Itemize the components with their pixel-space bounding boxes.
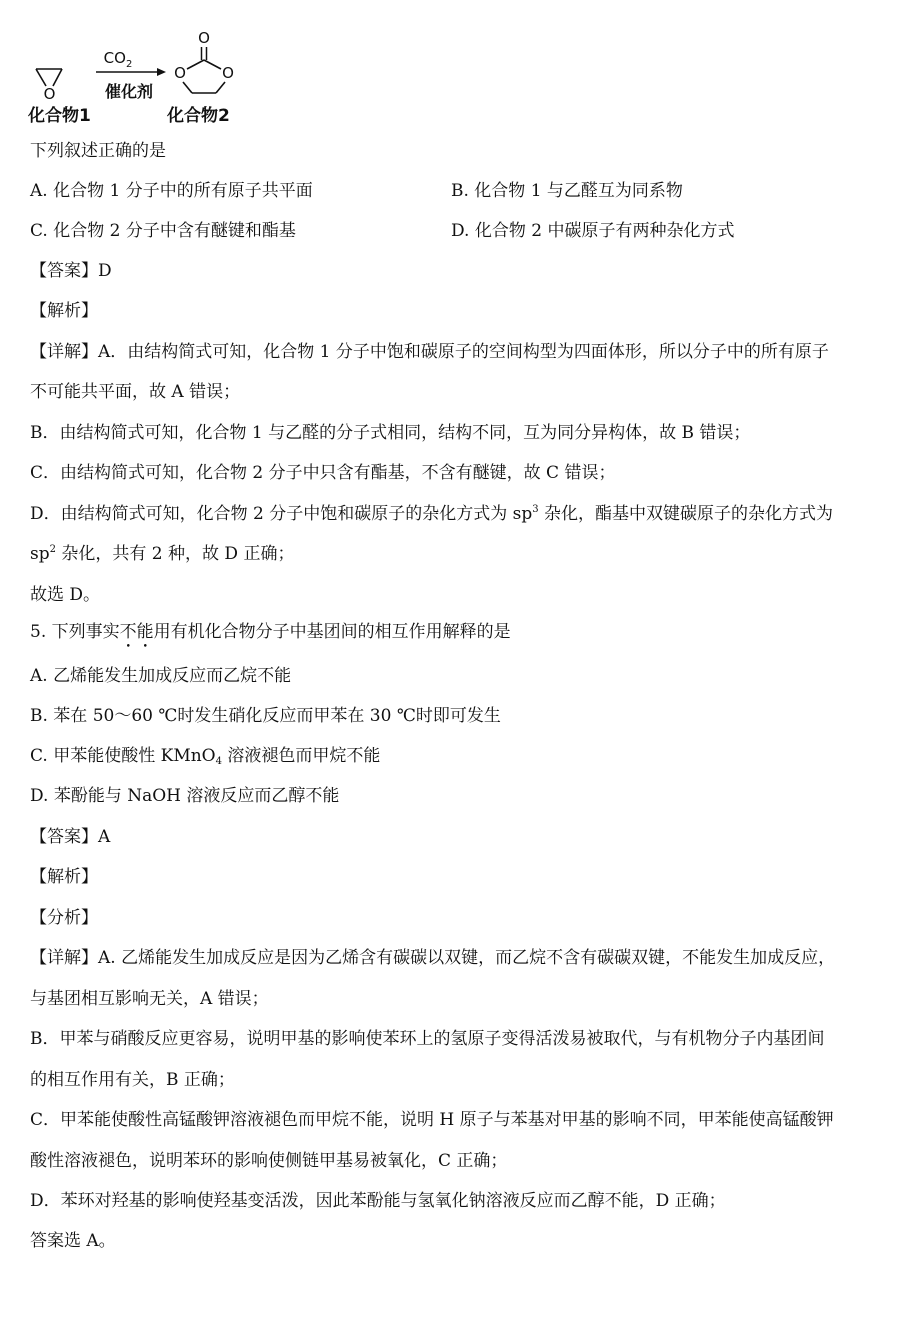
q5-option-b: B. 苯在 50～60 ℃时发生硝化反应而甲苯在 30 ℃时即可发生 xyxy=(30,706,501,726)
q5-fenxi-heading: 【分析】 xyxy=(30,908,98,928)
catalyst-label: 催化剂 xyxy=(104,82,154,101)
q5-conclusion: 答案选 A。 xyxy=(30,1231,116,1251)
q5-analysis-heading: 【解析】 xyxy=(30,867,98,887)
q5-option-d: D. 苯酚能与 NaOH 溶液反应而乙醇不能 xyxy=(30,786,340,806)
q5-option-a: A. 乙烯能发生加成反应而乙烷不能 xyxy=(30,666,292,686)
q4-option-b: B. 化合物 1 与乙醛互为同系物 xyxy=(451,181,683,201)
q4-conclusion: 故选 D。 xyxy=(30,585,101,605)
q4-detail-line: D．由结构简式可知，化合物 2 分子中饱和碳原子的杂化方式为 $sp^3$ 杂化，酯基中双键碳原子的杂化方式为 xyxy=(30,504,834,524)
q5-option-c: C. 甲苯能使酸性 KMnO$_4$ 溶液褪色而甲烷不能 xyxy=(30,746,381,767)
q4-option-a: A. 化合物 1 分子中的所有原子共平面 xyxy=(30,181,313,201)
q4-detail-line: 不可能共平面，故 A 错误； xyxy=(30,382,241,402)
compound1-oxygen-atom: O xyxy=(43,85,56,103)
reaction-scheme xyxy=(26,25,266,129)
q5-detail-line: B．甲苯与硝酸反应更容易，说明甲基的影响使苯环上的氢原子变得活泼易被取代，与有机物分子内基团间 xyxy=(30,1029,825,1049)
q5-detail-line: 与基团相互影响无关，A 错误； xyxy=(30,989,269,1009)
reagent-label: $CO_2$ xyxy=(103,49,133,70)
q5-stem: 5. 下列事实不能用有机化合物分子中基团间的相互作用解释的是 xyxy=(30,622,511,642)
q4-detail-line: C．由结构简式可知，化合物 2 分子中只含有酯基，不含有醚键，故 C 错误； xyxy=(30,463,616,483)
compound1-structure xyxy=(36,69,62,103)
q4-option-d: D. 化合物 2 中碳原子有两种杂化方式 xyxy=(451,221,735,241)
q4-detail-line: B．由结构简式可知，化合物 1 与乙醛的分子式相同，结构不同，互为同分异构体，故 B 错误； xyxy=(30,423,751,443)
ring-oxygen-left: O xyxy=(174,64,186,82)
q5-answer: 【答案】A xyxy=(30,827,111,847)
q5-detail-line: 酸性溶液褪色，说明苯环的影响使侧链甲基易被氧化，C 正确； xyxy=(30,1151,508,1171)
q4-stem: 下列叙述正确的是 xyxy=(30,141,166,161)
q4-detail-line: $sp^2$ 杂化，共有 2 种，故 D 正确； xyxy=(30,544,295,564)
q4-option-c: C. 化合物 2 分子中含有醚键和酯基 xyxy=(30,221,296,241)
carbonyl-oxygen-atom: O xyxy=(198,29,210,47)
q4-analysis-heading: 【解析】 xyxy=(30,301,98,321)
q5-detail-line: 【详解】A. 乙烯能发生加成反应是因为乙烯含有碳碳以双键，而乙烷不含有碳碳双键，不能发生加成反应， xyxy=(30,948,836,968)
q5-detail-line: C．甲苯能使酸性高锰酸钾溶液褪色而甲烷不能，说明 H 原子与苯基对甲基的影响不同，甲苯能使高锰酸钾 xyxy=(30,1110,834,1130)
q5-detail-line: 的相互作用有关，B 正确； xyxy=(30,1070,235,1090)
compound1-label: 化合物1 xyxy=(28,106,91,126)
compound2-structure xyxy=(174,29,234,93)
q5-stem-emphasis: 不能 xyxy=(119,622,154,642)
reaction-arrow xyxy=(96,49,166,101)
q4-answer: 【答案】D xyxy=(30,261,112,281)
q5-detail-line: D．苯环对羟基的影响使羟基变活泼，因此苯酚能与氢氧化钠溶液反应而乙醇不能，D 正确； xyxy=(30,1191,726,1211)
compound2-label: 化合物2 xyxy=(167,106,230,126)
q4-detail-line: 【详解】A．由结构简式可知，化合物 1 分子中饱和碳原子的空间构型为四面体形，所以分子中的所有原子 xyxy=(30,342,829,362)
ring-oxygen-right: O xyxy=(222,64,234,82)
